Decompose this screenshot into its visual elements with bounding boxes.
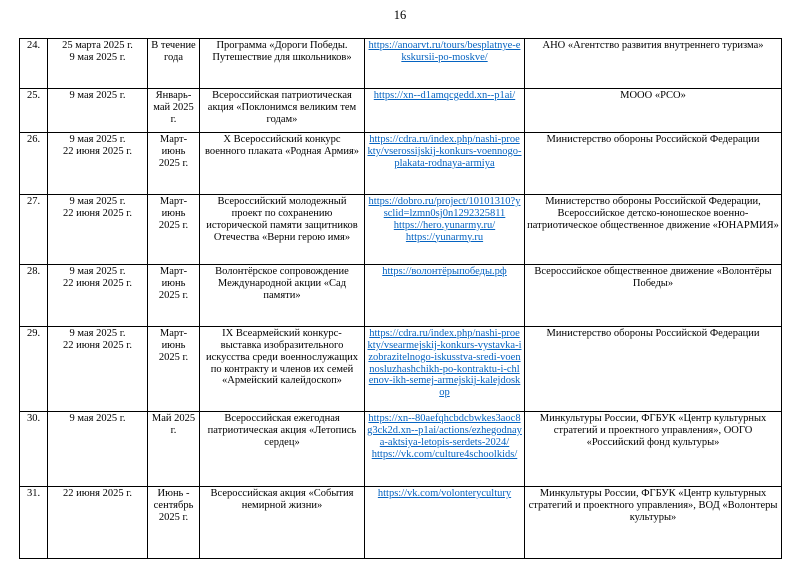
event-name-cell: X Всероссийский конкурс военного плаката «Родная Армия»	[200, 133, 365, 195]
event-link[interactable]: https://xn--d1amqcgedd.xn--p1ai/	[373, 90, 516, 101]
organizer-cell: Всероссийское общественное движение «Волонтёры Победы»	[525, 265, 782, 327]
links-cell	[365, 327, 525, 412]
row-number-cell: 25.	[20, 89, 48, 133]
events-table-body	[20, 39, 782, 559]
events-table	[19, 38, 782, 559]
event-link[interactable]: https://dobro.ru/project/10101310?ysclid=lzmn0sj0n1292325811	[368, 196, 521, 219]
event-date: 22 июня 2025 г.	[62, 277, 133, 289]
row-number-cell: 26.	[20, 133, 48, 195]
table-row	[20, 412, 782, 487]
event-date: 9 мая 2025 г.	[69, 196, 126, 207]
period-cell: Март-июнь 2025 г.	[148, 265, 200, 327]
date-cell	[48, 89, 148, 133]
row-number-cell: 24.	[20, 39, 48, 89]
event-date: 22 июня 2025 г.	[62, 339, 133, 351]
date-cell	[48, 133, 148, 195]
row-number-cell: 31.	[20, 487, 48, 559]
period-cell: В течение года	[148, 39, 200, 89]
links-cell	[365, 412, 525, 487]
event-date: 9 мая 2025 г.	[69, 413, 126, 424]
page-number: 16	[393, 8, 407, 22]
event-name-cell: IX Всеармейский конкурс-выставка изобразительного искусства среди военнослужащих по контракту и членов их семей «Армейский калейдоскоп»	[200, 327, 365, 412]
period-cell: Май 2025 г.	[148, 412, 200, 487]
date-cell	[48, 412, 148, 487]
event-name-cell: Всероссийская патриотическая акция «Поклонимся великим тем годам»	[200, 89, 365, 133]
links-cell	[365, 265, 525, 327]
organizer-cell: Министерство обороны Российской Федерации	[525, 327, 782, 412]
date-cell	[48, 265, 148, 327]
event-date: 9 мая 2025 г.	[69, 90, 126, 101]
event-name-cell: Всероссийская акция «События немирной жизни»	[200, 487, 365, 559]
organizer-cell: Министерство обороны Российской Федерации, Всероссийское детско-юношеское военно-патриотическое общественное движение «ЮНАРМИЯ»	[525, 195, 782, 265]
links-cell	[365, 487, 525, 559]
event-name-cell: Всероссийская ежегодная патриотическая акция «Летопись сердец»	[200, 412, 365, 487]
date-cell	[48, 487, 148, 559]
event-name-cell: Программа «Дороги Победы. Путешествие для школьников»	[200, 39, 365, 89]
event-date: 25 марта 2025 г.	[62, 40, 133, 51]
event-name-cell: Волонтёрское сопровождение Международной акции «Сад памяти»	[200, 265, 365, 327]
organizer-cell: Минкультуры России, ФГБУК «Центр культурных стратегий и проектного управления», ВОД «Волонтеры культуры»	[525, 487, 782, 559]
period-cell: Январь-май 2025 г.	[148, 89, 200, 133]
row-number-cell: 28.	[20, 265, 48, 327]
event-link[interactable]: https://vk.com/volonterycultury	[377, 488, 512, 499]
date-cell	[48, 39, 148, 89]
row-number-cell: 27.	[20, 195, 48, 265]
period-cell: Март-июнь 2025 г.	[148, 133, 200, 195]
event-link[interactable]: https://yunarmy.ru	[405, 231, 484, 243]
event-date: 9 мая 2025 г.	[69, 134, 126, 145]
links-cell	[365, 89, 525, 133]
period-cell: Июнь - сентябрь 2025 г.	[148, 487, 200, 559]
event-link[interactable]: https://vk.com/culture4schoolkids/	[371, 448, 518, 460]
table-row	[20, 327, 782, 412]
row-number-cell: 29.	[20, 327, 48, 412]
event-date: 9 мая 2025 г.	[69, 266, 126, 277]
organizer-cell: Министерство обороны Российской Федерации	[525, 133, 782, 195]
event-date: 9 мая 2025 г.	[69, 328, 126, 339]
row-number-cell: 30.	[20, 412, 48, 487]
event-link[interactable]: https://cdra.ru/index.php/nashi-proekty/vserossijskij-konkurs-voennogo-plakata-rodnaya-armiya	[367, 134, 522, 169]
links-cell	[365, 39, 525, 89]
event-link[interactable]: https://cdra.ru/index.php/nashi-proekty/vsearmejskij-konkurs-vystavka-izobrazitelnogo-iskusstva-sredi-voennosluzhashchikh-po-kontraktu-i-chlenov-ikh-semej-armejskij-kalejdoskop	[367, 328, 522, 399]
organizer-cell: Минкультуры России, ФГБУК «Центр культурных стратегий и проектного управления», ООГО «Российский фонд культуры»	[525, 412, 782, 487]
links-cell	[365, 133, 525, 195]
table-row	[20, 487, 782, 559]
links-cell	[365, 195, 525, 265]
date-cell	[48, 327, 148, 412]
organizer-cell: МООО «РСО»	[525, 89, 782, 133]
event-link[interactable]: https://anoarvt.ru/tours/besplatnye-ekskursii-po-moskve/	[368, 40, 521, 63]
event-link[interactable]: https://волонтёрыпобеды.рф	[382, 266, 507, 277]
table-row	[20, 39, 782, 89]
period-cell: Март-июнь 2025 г.	[148, 327, 200, 412]
table-row	[20, 265, 782, 327]
table-row	[20, 133, 782, 195]
organizer-cell: АНО «Агентство развития внутреннего туризма»	[525, 39, 782, 89]
event-link[interactable]: https://xn--80aefqhcbdcbwkes3aoc8g3ck2d.xn--p1ai/actions/ezhegodnaya-aktsiya-letopis-serdets-2024/	[367, 413, 522, 448]
date-cell	[48, 195, 148, 265]
event-date: 22 июня 2025 г.	[62, 207, 133, 219]
period-cell: Март-июнь 2025 г.	[148, 195, 200, 265]
table-row	[20, 195, 782, 265]
event-date: 9 мая 2025 г.	[69, 51, 126, 63]
event-name-cell: Всероссийский молодежный проект по сохранению исторической памяти защитников Отечества «Верни герою имя»	[200, 195, 365, 265]
table-row	[20, 89, 782, 133]
event-date: 22 июня 2025 г.	[62, 488, 133, 499]
event-link[interactable]: https://hero.yunarmy.ru/	[393, 219, 496, 231]
event-date: 22 июня 2025 г.	[62, 145, 133, 157]
